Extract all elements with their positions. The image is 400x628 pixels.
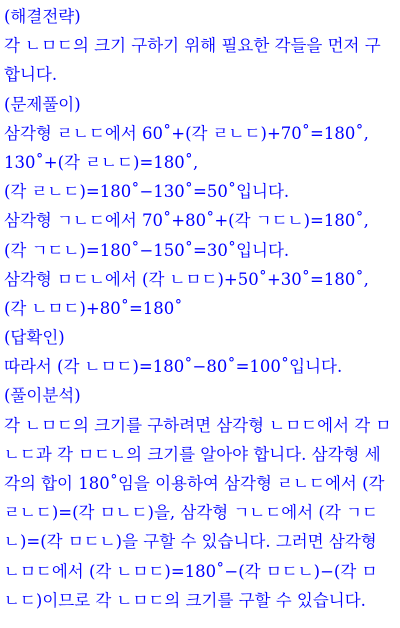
analysis-text-line: ㄴㄷ과 각 ㅁㄷㄴ의 크기를 알아야 합니다. 삼각형 세 xyxy=(4,444,381,464)
solution-text-line: (각 ㄴㅁㄷ)+80˚=180˚ xyxy=(4,298,183,318)
solution-text-line: 삼각형 ㄹㄴㄷ에서 60˚+(각 ㄹㄴㄷ)+70˚=180˚, xyxy=(4,123,369,143)
solution-text-line: 삼각형 ㄱㄴㄷ에서 70˚+80˚+(각 ㄱㄷㄴ)=180˚, xyxy=(4,211,369,231)
section-heading-analysis: (풀이분석) xyxy=(4,386,81,406)
check-text-line: 따라서 (각 ㄴㅁㄷ)=180˚−80˚=100˚입니다. xyxy=(4,357,343,377)
strategy-text-line: 각 ㄴㅁㄷ의 크기 구하기 위해 필요한 각들을 먼저 구 xyxy=(4,36,381,56)
analysis-text-line: ㄴㄷ)이므로 각 ㄴㅁㄷ의 크기를 구할 수 있습니다. xyxy=(4,590,366,610)
strategy-text-line: 합니다. xyxy=(4,65,58,85)
analysis-text-line: ㄴㅁㄷ에서 (각 ㄴㅁㄷ)=180˚−(각 ㅁㄷㄴ)−(각 ㅁ xyxy=(4,561,378,581)
analysis-text-line: 각 ㄴㅁㄷ의 크기를 구하려면 삼각형 ㄴㅁㄷ에서 각 ㅁ xyxy=(4,415,392,435)
section-heading-solution: (문제풀이) xyxy=(4,94,81,114)
analysis-text-line: ㄹㄴㄷ)=(각 ㅁㄴㄷ)을, 삼각형 ㄱㄴㄷ에서 (각 ㄱㄷ xyxy=(4,503,378,523)
solution-text-line: 삼각형 ㅁㄷㄴ에서 (각 ㄴㅁㄷ)+50˚+30˚=180˚, xyxy=(4,269,369,289)
analysis-text-line: ㄴ)=(각 ㅁㄷㄴ)을 구할 수 있습니다. 그러면 삼각형 xyxy=(4,532,377,552)
solution-text-line: (각 ㄱㄷㄴ)=180˚−150˚=30˚입니다. xyxy=(4,240,290,260)
solution-text-line: (각 ㄹㄴㄷ)=180˚−130˚=50˚입니다. xyxy=(4,182,290,202)
analysis-text-line: 각의 합이 180˚임을 이용하여 삼각형 ㄹㄴㄷ에서 (각 xyxy=(4,474,385,493)
section-heading-check: (답확인) xyxy=(4,328,65,348)
solution-text-line: 130˚+(각 ㄹㄴㄷ)=180˚, xyxy=(4,152,199,172)
section-heading-strategy: (해결전략) xyxy=(4,7,81,26)
